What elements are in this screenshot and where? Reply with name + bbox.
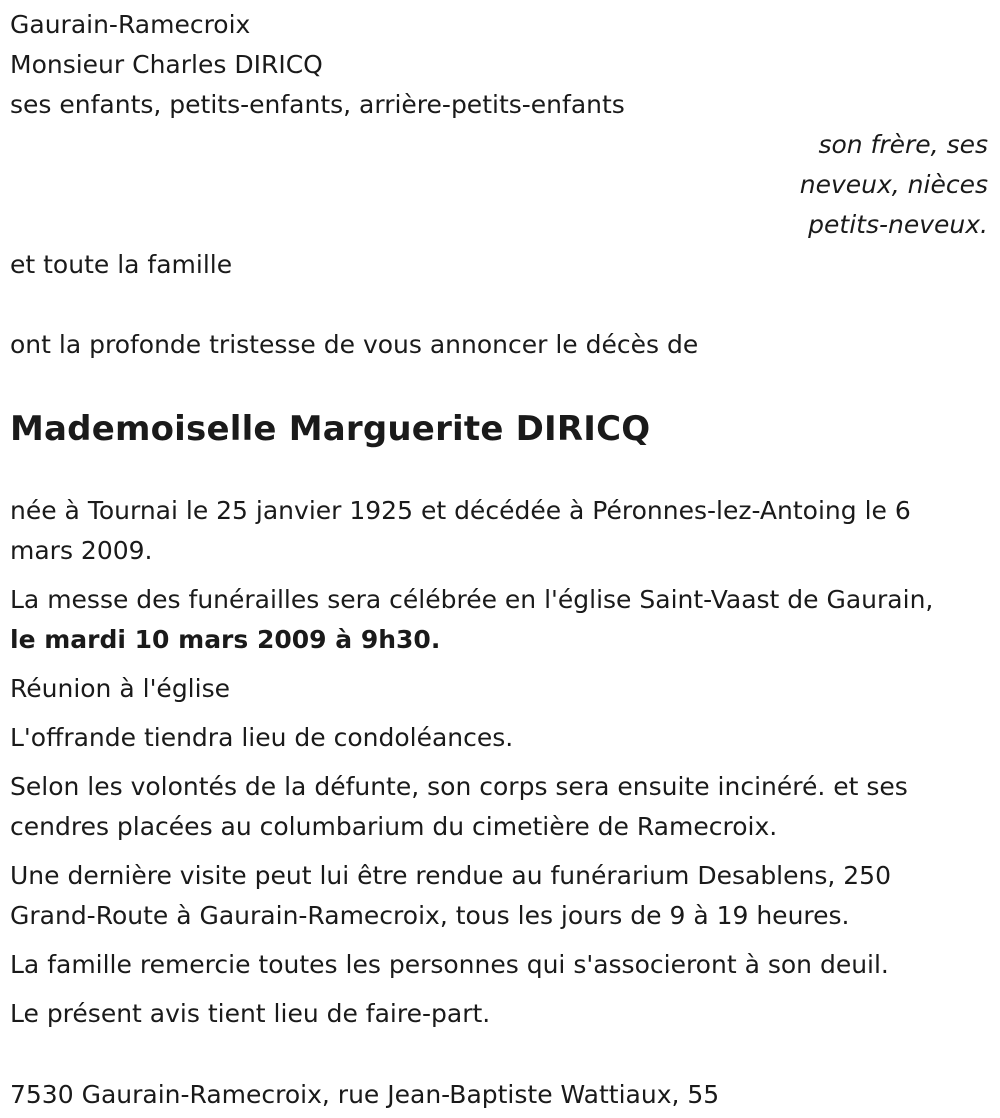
header-block [10,0,990,285]
deceased-name: Mademoiselle Marguerite DIRICQ [10,409,651,449]
announcement-line: ont la profonde tristesse de vous annoncer le décès de [10,330,699,359]
mass-date-time: le mardi 10 mars 2009 à 9h30. [10,625,441,654]
mass-paragraph [10,580,990,660]
thanks-paragraph: La famille remercie toutes les personnes qui s'associeront à son deuil. [10,950,889,979]
meeting-paragraph: Réunion à l'église [10,674,230,703]
right-line-3: petits-neveux. [808,210,988,239]
cremation-line-2: cendres placées au columbarium du cimetière de Ramecroix. [10,812,778,841]
visit-line-2: Grand-Route à Gaurain-Ramecroix, tous les jours de 9 à 19 heures. [10,901,850,930]
right-line-1: son frère, ses [818,130,988,159]
right-line-2: neveux, nièces [799,170,988,199]
birth-line-2: mars 2009. [10,536,153,565]
cremation-line-1: Selon les volontés de la défunte, son corps sera ensuite incinéré. et ses [10,772,908,801]
birth-line-1: née à Tournai le 25 janvier 1925 et décédée à Péronnes-lez-Antoing le 6 [10,496,911,525]
family-line: et toute la famille [10,250,233,279]
cremation-paragraph [10,767,990,847]
visit-paragraph [10,856,990,936]
visit-line-1: Une dernière visite peut lui être rendue au funérarium Desablens, 250 [10,861,891,890]
mourner-name: Monsieur Charles DIRICQ [10,50,323,79]
mass-line-1: La messe des funérailles sera célébrée en l'église Saint-Vaast de Gaurain, [10,585,934,614]
birth-death-paragraph [10,491,990,571]
place-name: Gaurain-Ramecroix [10,10,251,39]
offering-paragraph: L'offrande tiendra lieu de condoléances. [10,723,514,752]
relatives-line: ses enfants, petits-enfants, arrière-petits-enfants [10,90,625,119]
relatives-right-block [10,125,988,245]
notice-paragraph: Le présent avis tient lieu de faire-part. [10,999,491,1028]
address-line: 7530 Gaurain-Ramecroix, rue Jean-Baptiste Wattiaux, 55 [10,1080,720,1109]
